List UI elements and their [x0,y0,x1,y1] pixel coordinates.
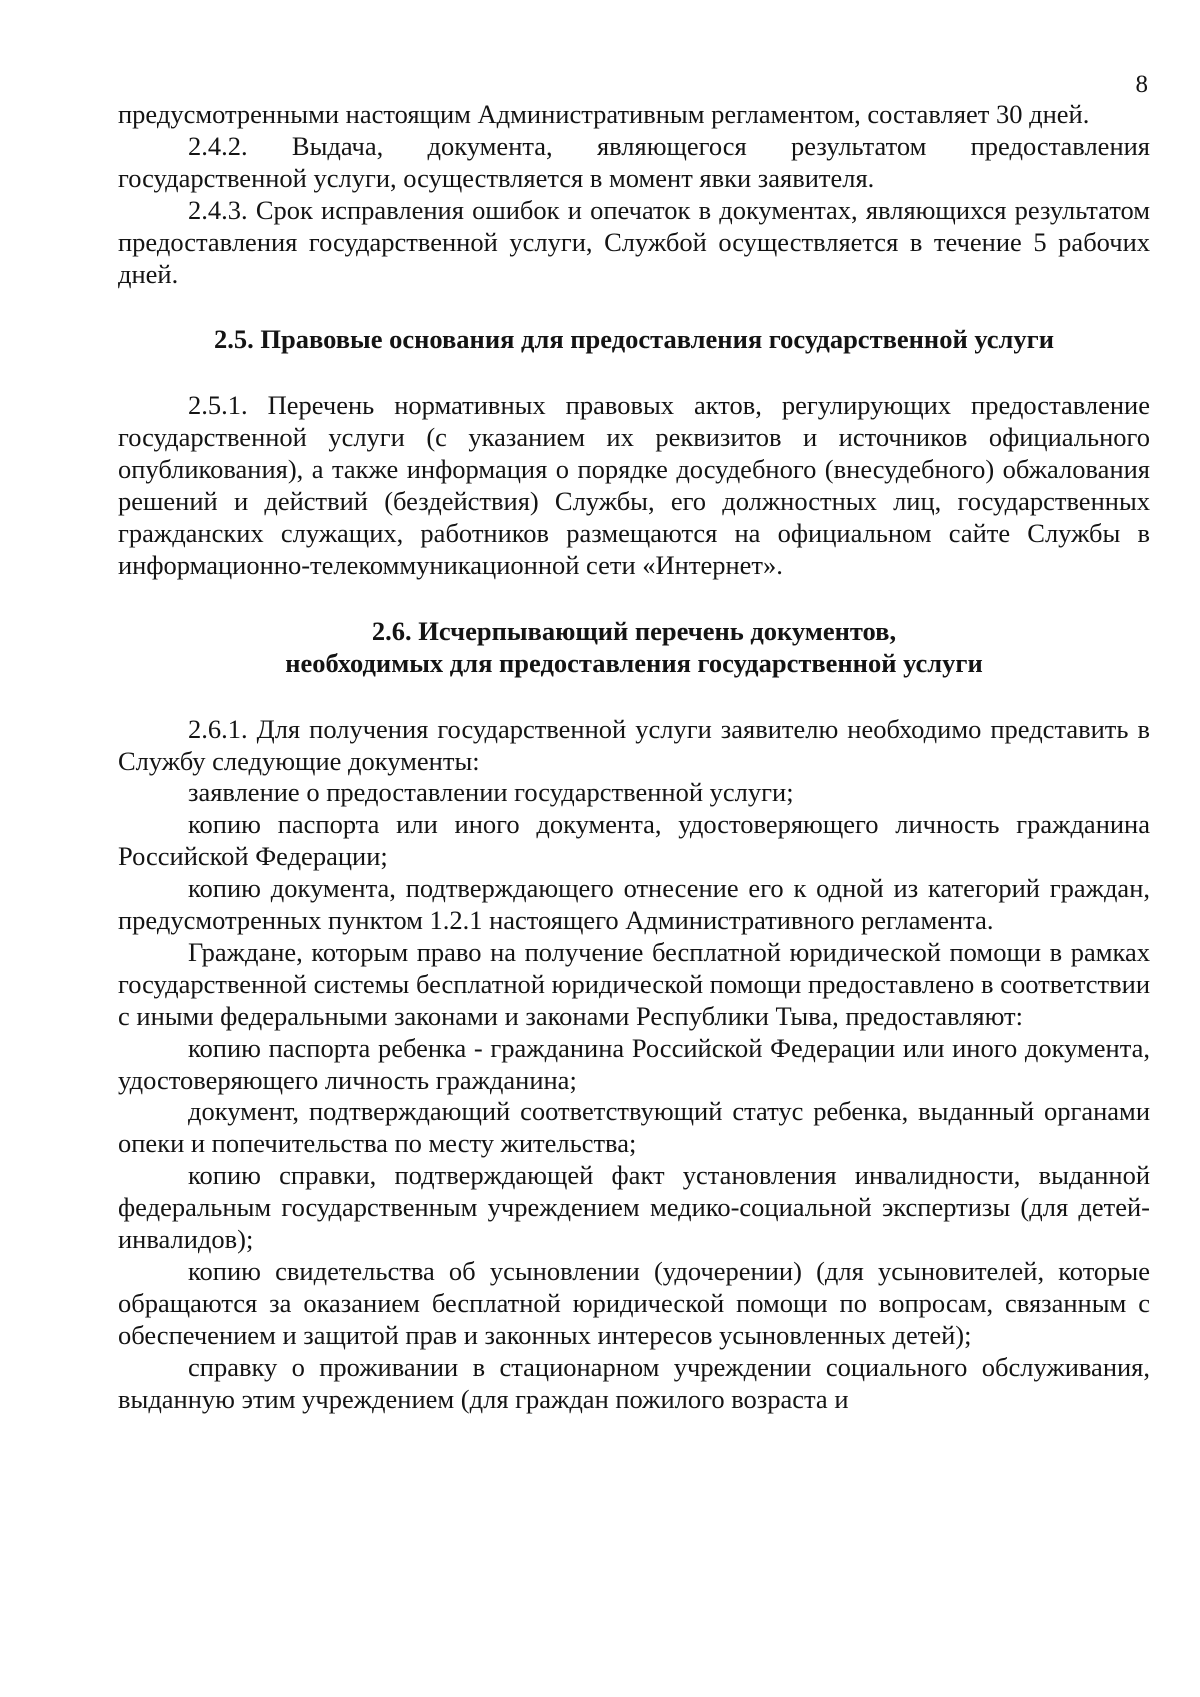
spacer [118,680,1150,714]
paragraph-continuation: предусмотренными настоящим Административным регламентом, составляет 30 дней. [118,99,1090,129]
section-heading-2-6-line-1: 2.6. Исчерпывающий перечень документов, [371,615,897,646]
paragraph-2-4-2: 2.4.2. Выдача, документа, являющегося результатом предоставления государственной услуги, осуществляется в момент явки заявителя. [118,130,1150,193]
paragraph-citizens-other-laws: Граждане, которым право на получение бесплатной юридической помощи в рамках государственной системы бесплатной юридической помощи предоставлено в соответствии с иными федеральными законами и законами Республики Тыва, предоставляют: [118,936,1150,1031]
spacer [118,356,1150,390]
document-body [118,99,1150,1416]
list-item-child-passport: копию паспорта ребенка - гражданина Российской Федерации или иного документа, удостоверяющего личность гражданина; [118,1032,1150,1095]
paragraph-2-5-1: 2.5.1. Перечень нормативных правовых актов, регулирующих предоставление государственной услуги (с указанием их реквизитов и источников официального опубликования), а также информация о порядке досудебного (внесудебного) обжалования решений и действий (бездействия) Службы, его должностных лиц, государственных гражданских служащих, работников размещаются на официальном сайте Службы в информационно-телекоммуникационной сети «Интернет». [118,390,1150,580]
page-number: 8 [1135,71,1148,98]
list-item-adoption-certificate: копию свидетельства об усыновлении (удочерении) (для усыновителей, которые обращаются за оказанием бесплатной юридической помощи по вопросам, связанным с обеспечением и защитой прав и законных интересов усыновленных детей); [118,1256,1150,1350]
list-item-application: заявление о предоставлении государственной услуги; [188,777,794,808]
list-item-residence-certificate: справку о проживании в стационарном учреждении социального обслуживания, выданную этим учреждением (для граждан пожилого возраста и [118,1351,1150,1414]
spacer [118,582,1150,616]
list-item-category-document: копию документа, подтверждающего отнесение его к одной из категорий граждан, предусмотренных пунктом 1.2.1 настоящего Административного регламента. [118,873,1150,936]
section-heading-2-6-line-2: необходимых для предоставления государственной услуги [285,647,983,678]
list-item-disability-certificate: копию справки, подтверждающей факт установления инвалидности, выданной федеральным государственным учреждением медико-социальной экспертизы (для детей-инвалидов); [118,1160,1150,1255]
spacer [118,290,1150,324]
section-heading-2-6 [118,616,1150,680]
list-item-passport-copy: копию паспорта или иного документа, удостоверяющего личность гражданина Российской Федерации; [118,809,1150,872]
list-item-child-status-document: документ, подтверждающий соответствующий статус ребенка, выданный органами опеки и попечительства по месту жительства; [118,1096,1150,1159]
section-heading-2-5: 2.5. Правовые основания для предоставления государственной услуги [214,324,1054,355]
paragraph-2-6-1: 2.6.1. Для получения государственной услуги заявителю необходимо представить в Службу следующие документы: [118,713,1150,776]
paragraph-2-4-3: 2.4.3. Срок исправления ошибок и опечаток в документах, являющихся результатом предоставления государственной услуги, Службой осуществляется в течение 5 рабочих дней. [118,194,1150,289]
